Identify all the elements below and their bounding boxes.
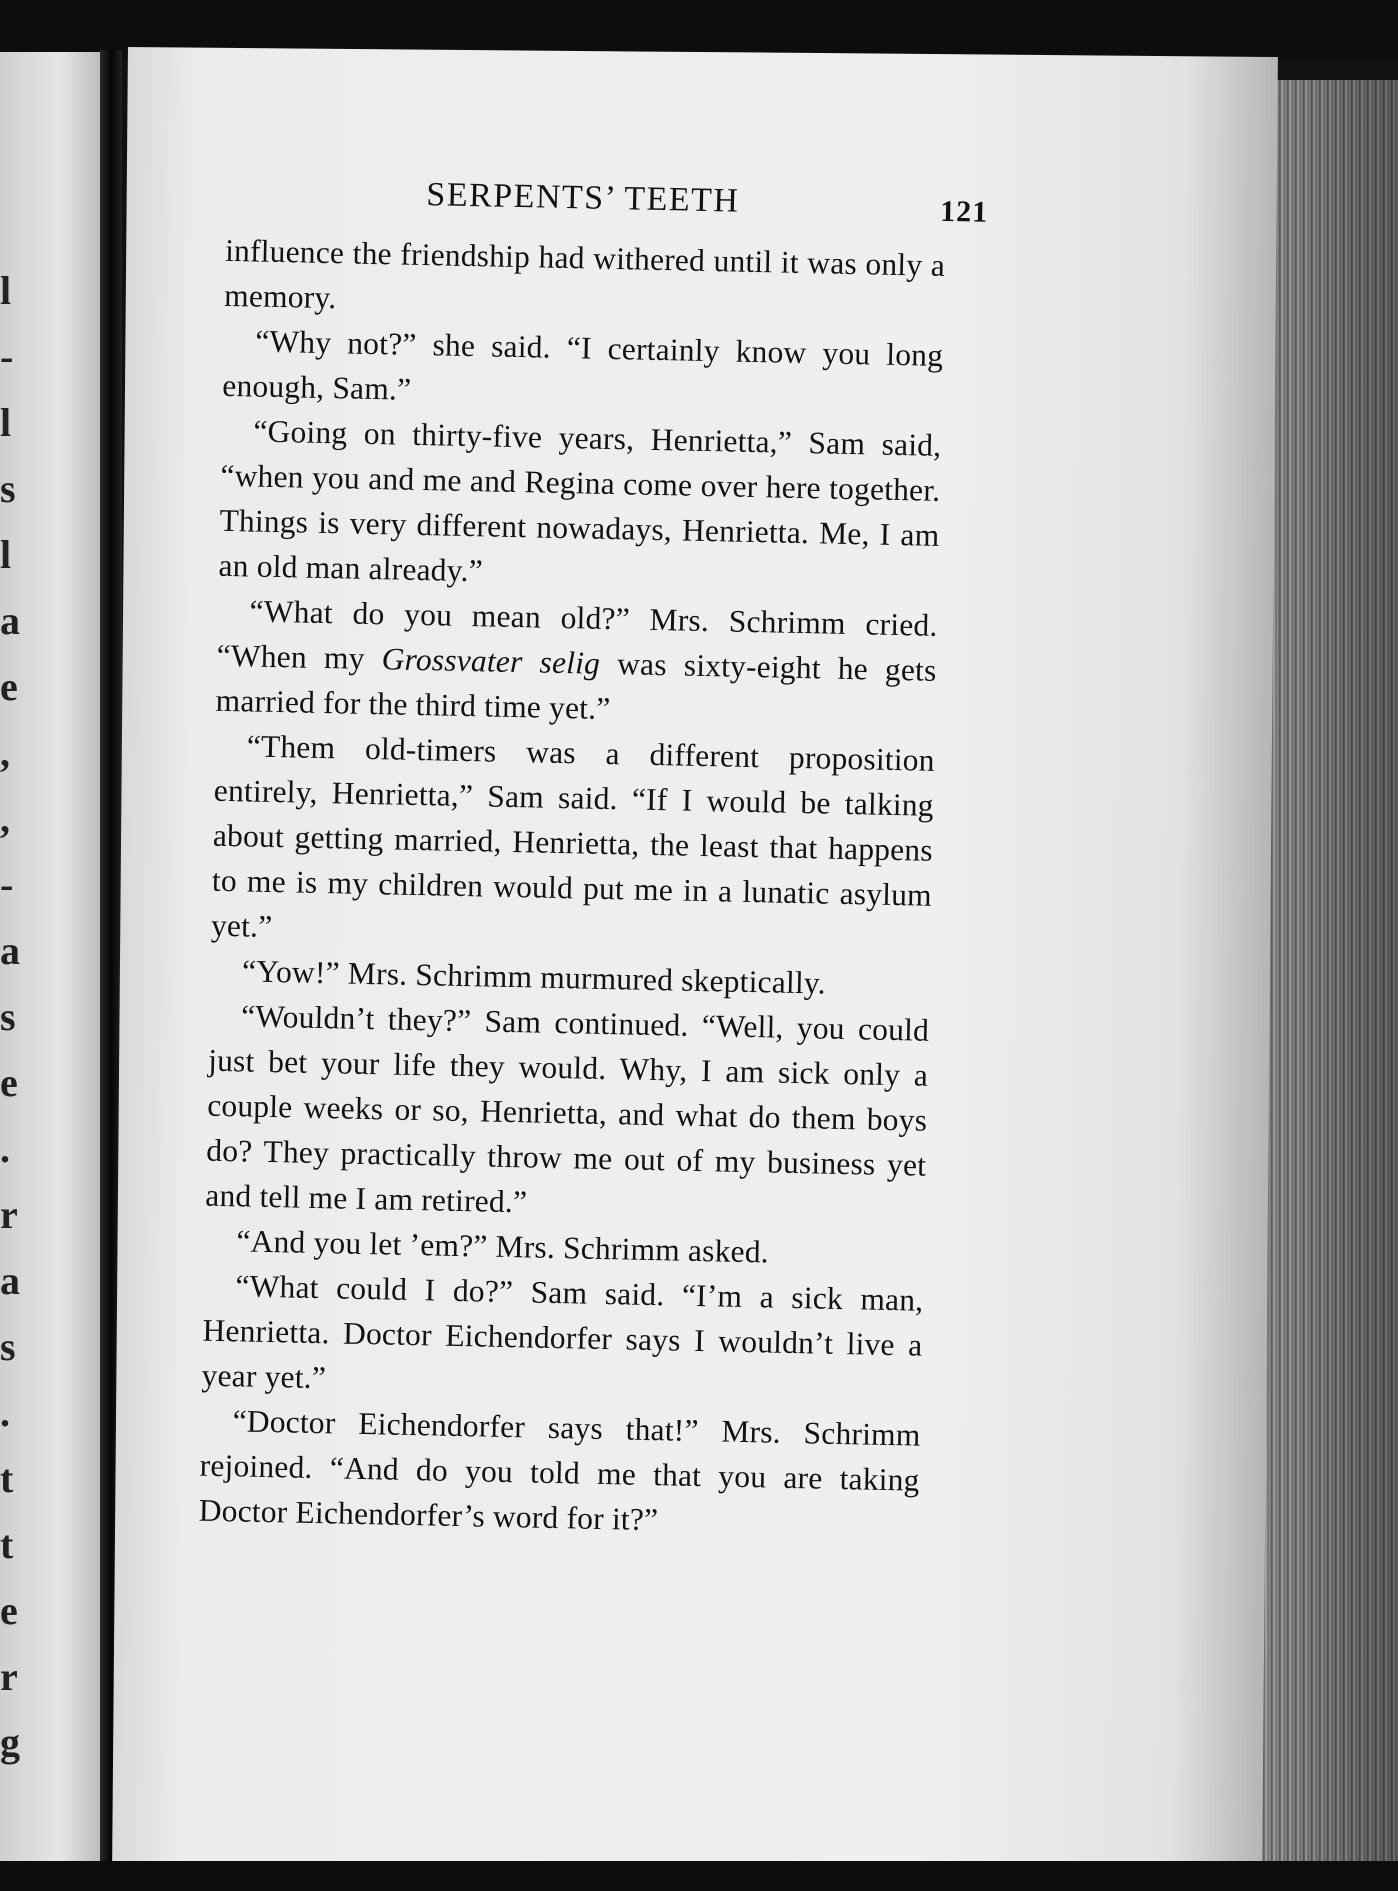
margin-letter: s	[0, 994, 16, 1039]
paragraph: “Them old-timers was a different proposition entirely, Henrietta,” Sam said. “If I would be talking about getting married, Henrietta, the least that happens to me is my children would put me in a lunatic asylum yet.”	[210, 728, 936, 944]
paragraph: “Doctor Eichendorfer says that!” Mrs. Schrimm rejoined. “And do you told me that you are taking Doctor Eichendorfer’s word for it?”	[198, 1403, 921, 1538]
margin-letter: r	[0, 1654, 18, 1699]
margin-letter: l	[0, 268, 12, 313]
margin-letter: r	[0, 1192, 18, 1237]
margin-letter: -	[0, 334, 14, 379]
margin-letter: ,	[0, 796, 10, 841]
paragraph-text: “What do you mean old?” Mrs. Schrimm cried. “When my	[216, 593, 938, 677]
margin-letter: .	[0, 1126, 10, 1171]
book-page	[112, 47, 1278, 1879]
scan-border-bottom	[0, 1861, 1398, 1891]
margin-letter: l	[0, 532, 12, 577]
margin-letter: -	[0, 862, 14, 907]
margin-letter: ,	[0, 730, 10, 775]
margin-letter: e	[0, 1588, 18, 1633]
paragraph-text: was sixty-eight he gets married for the third time yet.”	[215, 645, 937, 727]
margin-letter: a	[0, 598, 20, 643]
page-number: 121	[939, 194, 989, 229]
running-head-title: SERPENTS’ TEETH	[426, 176, 740, 220]
paragraph: “Why not?” she said. “I certainly know you long enough, Sam.”	[221, 323, 944, 407]
margin-letter: g	[0, 1720, 20, 1765]
margin-letter: s	[0, 1324, 16, 1369]
margin-letter: e	[0, 1060, 18, 1105]
paragraph: “Wouldn’t they?” Sam continued. “Well, you could just bet your life they would. Why, I am sick only a couple weeks or so, Henrietta, and what do them boys do? They practically throw me out of my business yet and tell me I am retired.”	[205, 998, 930, 1220]
page-text-block	[198, 168, 989, 1548]
facing-page-fragment	[0, 52, 100, 1872]
paragraph: “And you let ’em?” Mrs. Schrimm asked.	[236, 1223, 770, 1270]
margin-letter: s	[0, 466, 16, 511]
page-edges	[1262, 80, 1398, 1880]
margin-letter: e	[0, 664, 18, 709]
paragraph: “Going on thirty-five years, Henrietta,” Sam said, “when you and me and Regina come over here together. Things is very different nowadays, Henrietta. Me, I am an old man already.”	[218, 413, 942, 589]
paragraph: “Yow!” Mrs. Schrimm murmured skeptically.	[241, 953, 827, 1001]
margin-letter: a	[0, 928, 20, 973]
margin-letter: .	[0, 1390, 10, 1435]
paragraph: “What could I do?” Sam said. “I’m a sick man, Henrietta. Doctor Eichendorfer says I wouldn’t live a year yet.”	[201, 1268, 924, 1396]
paragraph	[215, 588, 938, 738]
facing-page-margin-letters	[0, 52, 100, 1872]
margin-letter: a	[0, 1258, 20, 1303]
paragraph: influence the friendship had withered until it was only a memory.	[223, 232, 946, 316]
margin-letter: t	[0, 1456, 14, 1501]
italic-phrase: Grossvater selig	[381, 641, 601, 681]
margin-letter: t	[0, 1522, 14, 1567]
margin-letter: l	[0, 400, 12, 445]
